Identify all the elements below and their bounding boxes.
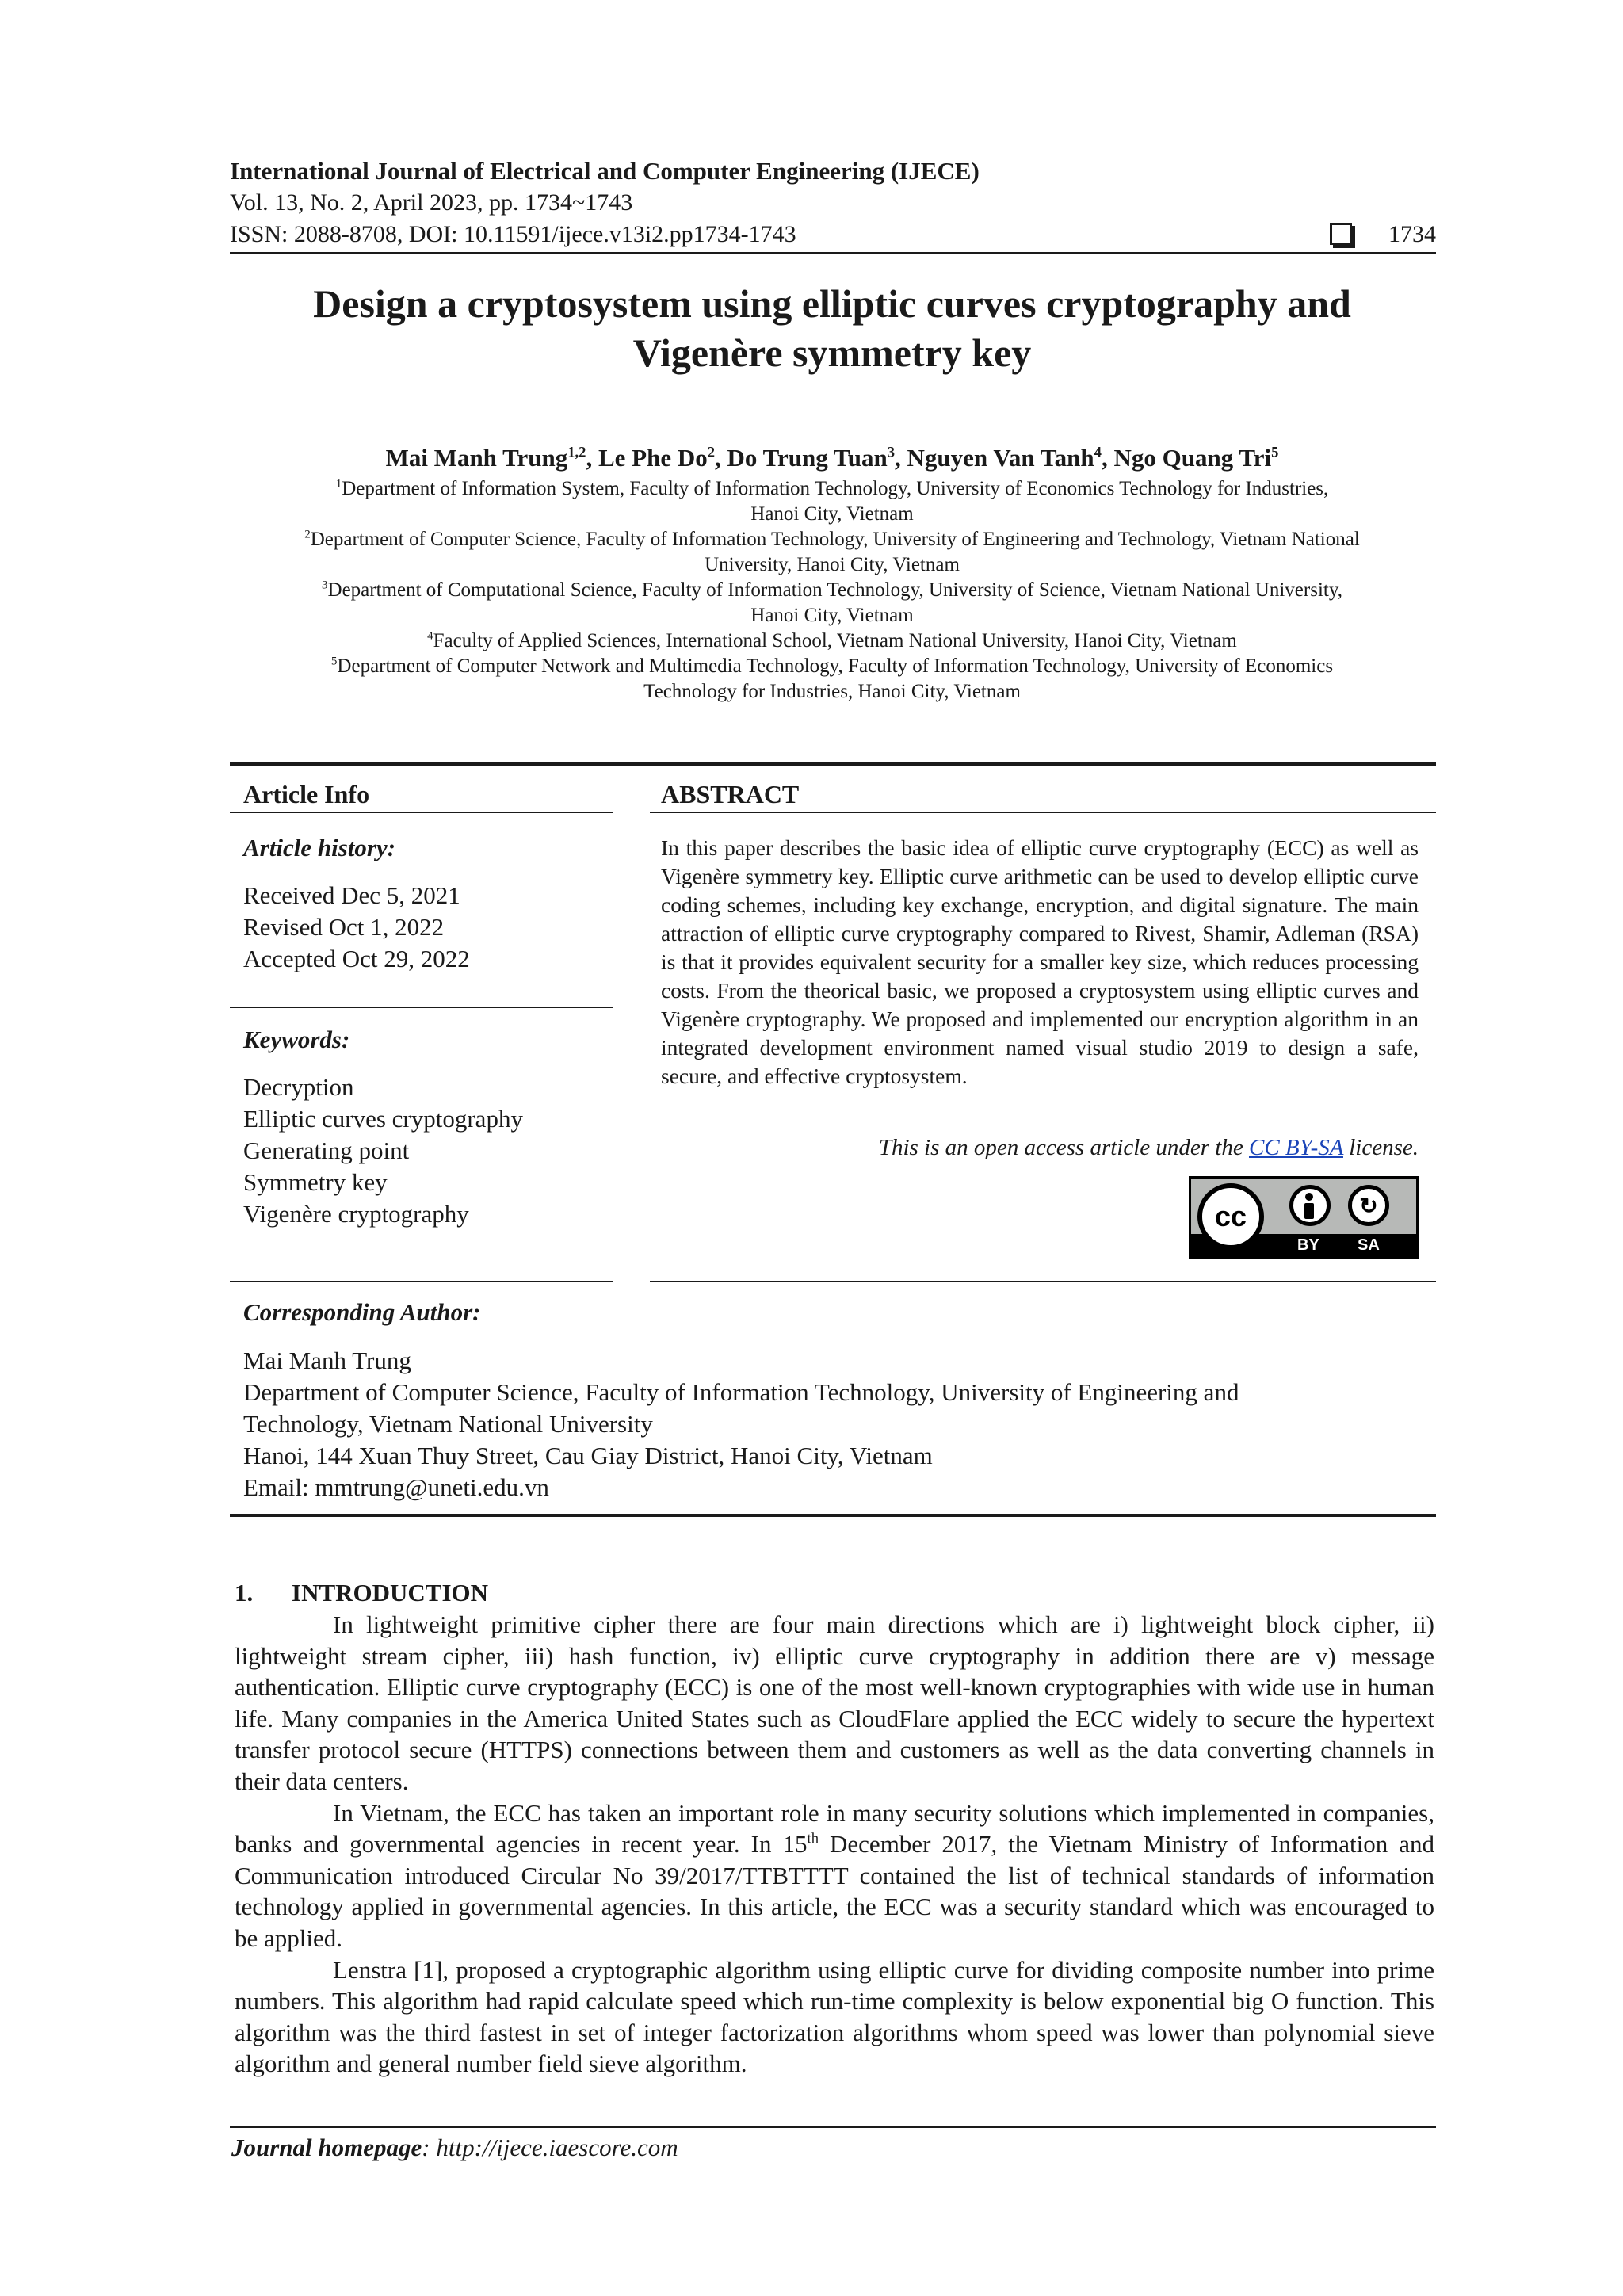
article-history-heading: Article history: xyxy=(243,834,396,861)
corresponding-author-dept-cont: Technology, Vietnam National University xyxy=(243,1410,653,1438)
volume-line: Vol. 13, No. 2, April 2023, pp. 1734~1743 xyxy=(230,189,633,216)
paragraph xyxy=(235,1797,1434,1954)
corresponding-author-heading: Corresponding Author: xyxy=(243,1298,481,1326)
author: Nguyen Van Tanh xyxy=(907,444,1094,472)
accepted-date: Accepted Oct 29, 2022 xyxy=(243,945,470,972)
corresponding-author-name: Mai Manh Trung xyxy=(243,1347,411,1374)
page-number: 1734 xyxy=(1388,221,1436,247)
author-separator: , xyxy=(586,444,598,472)
article-info-rule xyxy=(230,812,613,813)
author: Ngo Quang Tri xyxy=(1113,444,1272,472)
author-separator: , xyxy=(715,444,727,472)
affiliation xyxy=(206,654,1458,705)
abstract-heading: ABSTRACT xyxy=(661,780,800,808)
keyword: Symmetry key xyxy=(243,1168,388,1196)
creative-commons-icon: cc xyxy=(1197,1183,1264,1250)
issn-doi-line xyxy=(230,219,1436,250)
affiliation-line: Department of Information System, Faculty of Information Technology, University of Economics Technology for Industries, xyxy=(342,478,1329,499)
article-info-heading: Article Info xyxy=(243,780,370,808)
paper-title xyxy=(206,279,1458,377)
affiliation-mark: 3 xyxy=(322,579,328,592)
keywords-divider xyxy=(230,1281,613,1282)
author-affiliation-mark: 4 xyxy=(1094,444,1102,461)
journal-footer xyxy=(231,2132,678,2164)
keyword: Elliptic curves cryptography xyxy=(243,1105,523,1133)
abstract-body: In this paper describes the basic idea of elliptic curve cryptography (ECC) as well as Vigenère symmetry key. Elliptic curve arithmetic can be used to develop elliptic curve coding schemes, including key exchange, encryption, and digital signature. The main attraction of elliptic curve cryptography compared to Rivest, Shamir, Adleman (RSA) is that it provides equivalent security for a smaller key size, which reduces processing costs. From the theorical basic, we proposed a cryptosystem using elliptic curves and Vigenère cryptography. We proposed and implemented our encryption algorithm in an integrated development environment named visual studio 2019 to design a safe, secure, and effective cryptosystem. xyxy=(661,835,1419,1088)
issn-doi: ISSN: 2088-8708, DOI: 10.11591/ijece.v13i2.pp1734-1743 xyxy=(230,221,796,247)
abstract-bottom-rule xyxy=(650,1281,1436,1282)
abstract-rule xyxy=(650,812,1436,813)
author: Do Trung Tuan xyxy=(727,444,888,472)
article-history-dates xyxy=(243,880,470,975)
ordinal-suffix: th xyxy=(807,1830,819,1847)
affiliation-line: Department of Computer Science, Faculty of Information Technology, University of Engineering and Technology, Vietnam National xyxy=(310,529,1360,550)
affiliation-mark: 5 xyxy=(330,655,338,668)
affiliation-line: Hanoi City, Vietnam xyxy=(750,605,914,626)
affiliation-line: Department of Computational Science, Faculty of Information Technology, University of Science, Vietnam National University, xyxy=(327,579,1342,601)
paragraph: In lightweight primitive cipher there are four main directions which are i) lightweight block cipher, ii) lightweight stream cipher, iii) hash function, iv) elliptic curve cryptography in addition there are v) message authentication. Elliptic curve cryptography (ECC) is one of the most well-known cryptographies with wide use in human life. Many companies in the America United States such as CloudFlare applied the ECC widely to secure the hypertext transfer protocol secure (HTTPS) connections between them and customers as well as the data converting channels in their data centers. xyxy=(235,1610,1434,1795)
journal-header xyxy=(230,155,1436,250)
checkbox-square-icon xyxy=(1330,223,1352,245)
header-divider xyxy=(230,252,1436,254)
revised-date: Revised Oct 1, 2022 xyxy=(243,913,445,941)
author-list xyxy=(206,442,1458,474)
title-line-1: Design a cryptosystem using elliptic curves cryptography and xyxy=(313,281,1351,326)
affiliation-mark: 4 xyxy=(427,629,433,643)
author-affiliation-mark: 2 xyxy=(707,444,716,461)
affiliation xyxy=(206,578,1458,628)
keywords-list xyxy=(243,1072,523,1230)
received-date: Received Dec 5, 2021 xyxy=(243,881,460,909)
homepage-separator: : xyxy=(422,2134,437,2161)
section-heading-introduction xyxy=(235,1577,488,1609)
paragraph-text: December 2017, the Vietnam Ministry of Information and Communication introduced Circular No 39/2017/TTBTTTT contained the list of technical standards of information technology applied in governmental agencies. In this article, the ECC was a security standard which was encouraged to be applied. xyxy=(235,1830,1434,1952)
keyword: Vigenère cryptography xyxy=(243,1200,469,1228)
infobox-bottom-rule xyxy=(230,1514,1436,1517)
section-number: 1. xyxy=(235,1579,254,1606)
keywords-heading: Keywords: xyxy=(243,1026,350,1053)
corresponding-author-email: Email: mmtrung@uneti.edu.vn xyxy=(243,1473,549,1501)
affiliation-line: Faculty of Applied Sciences, International School, Vietnam National University, Hanoi City, Vietnam xyxy=(433,630,1237,651)
title-line-2: Vigenère symmetry key xyxy=(632,330,1032,375)
open-access-notice xyxy=(661,1132,1419,1163)
history-divider xyxy=(230,1007,613,1008)
affiliation-mark: 1 xyxy=(335,477,342,491)
affiliation-line: Hanoi City, Vietnam xyxy=(750,503,914,525)
author: Le Phe Do xyxy=(598,444,708,472)
affiliation-line: Technology for Industries, Hanoi City, Vietnam xyxy=(643,681,1021,702)
affiliation xyxy=(206,628,1458,654)
paragraph-text: In Vietnam, the ECC has taken an important role in many security solutions which implemented in companies, banks and governmental agencies in recent year. In 15 xyxy=(235,1798,1434,1859)
author-affiliation-mark: 1,2 xyxy=(567,444,586,461)
open-access-text-end: license. xyxy=(1342,1135,1419,1160)
section-title: INTRODUCTION xyxy=(292,1579,489,1606)
license-link[interactable]: CC BY-SA xyxy=(1249,1135,1343,1160)
journal-name: International Journal of Electrical and Computer Engineering (IJECE) xyxy=(230,157,980,185)
keyword: Generating point xyxy=(243,1137,410,1164)
paragraph: Lenstra [1], proposed a cryptographic algorithm using elliptic curve for dividing composite number into prime numbers. This algorithm had rapid calculate speed which run-time complexity is below exponential big O function. This algorithm was the third fastest in set of integer factorization algorithms whom speed was lower than polynomial sieve algorithm and general number field sieve algorithm. xyxy=(235,1955,1434,2078)
affiliation-list xyxy=(206,476,1458,705)
cc-by-sa-badge[interactable] xyxy=(1189,1176,1419,1259)
affiliation-line: Department of Computer Network and Multimedia Technology, Faculty of Information Technology, University of Economics xyxy=(337,655,1334,677)
infobox-top-rule xyxy=(230,762,1436,766)
homepage-label: Journal homepage xyxy=(231,2134,422,2161)
affiliation-mark: 2 xyxy=(304,528,311,541)
affiliation-line: University, Hanoi City, Vietnam xyxy=(705,554,960,575)
introduction-body xyxy=(235,1609,1434,2080)
share-alike-icon: ↻ xyxy=(1348,1185,1389,1226)
author-separator: , xyxy=(895,444,907,472)
corresponding-author-details xyxy=(243,1345,1432,1503)
homepage-url[interactable]: http://ijece.iaescore.com xyxy=(436,2134,678,2161)
affiliation xyxy=(206,527,1458,578)
author-affiliation-mark: 5 xyxy=(1271,444,1279,461)
footer-divider xyxy=(230,2126,1436,2128)
open-access-text: This is an open access article under the xyxy=(878,1135,1249,1160)
attribution-person-icon xyxy=(1289,1185,1331,1226)
page-number-group xyxy=(1330,219,1436,250)
author: Mai Manh Trung xyxy=(385,444,568,472)
sa-label: SA xyxy=(1358,1236,1380,1254)
corresponding-author-dept: Department of Computer Science, Faculty of Information Technology, University of Engineering and xyxy=(243,1378,1239,1406)
by-label: BY xyxy=(1297,1236,1319,1254)
corresponding-author-address: Hanoi, 144 Xuan Thuy Street, Cau Giay District, Hanoi City, Vietnam xyxy=(243,1442,933,1469)
author-affiliation-mark: 3 xyxy=(887,444,896,461)
keyword: Decryption xyxy=(243,1073,354,1101)
author-separator: , xyxy=(1101,444,1114,472)
affiliation xyxy=(206,476,1458,527)
